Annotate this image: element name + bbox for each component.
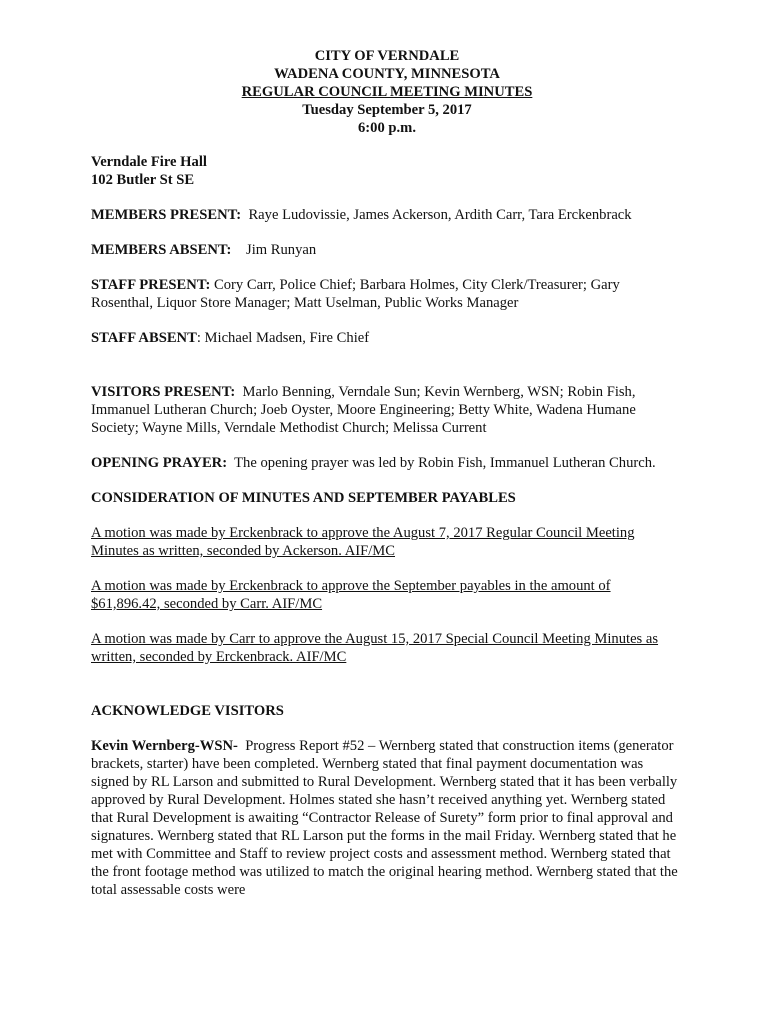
visitors-present-label: VISITORS PRESENT: (91, 384, 236, 400)
visitor-report-text: Progress Report #52 – Wernberg stated that construction items (generator brackets, starter) have been completed. Wernberg stated that final payment documentation was signed by RL Larson and submitted to Rural Development. Wernberg stated that it has been verbally approved by Rural Development. Holmes stated she hasn’t received anything yet. Wernberg stated that Rural Development is awaiting “Contractor Release of Surety” form prior to final approval and signatures. Wernberg stated that RL Larson put the forms in the mail Friday. Wernberg stated that he met with Committee and Staff to review project costs and assessment method. Wernberg stated that the front footage method was utilized to match the original hearing method. Wernberg stated that the total assessable costs were (91, 738, 678, 898)
staff-present-label: STAFF PRESENT: (91, 277, 211, 293)
members-absent-value: Jim Runyan (246, 242, 317, 258)
opening-prayer-value: The opening prayer was led by Robin Fish, Immanuel Lutheran Church. (234, 455, 656, 471)
motion-august-minutes: A motion was made by Erckenbrack to approve the August 7, 2017 Regular Council Meeting Minutes as written, seconded by Ackerson. AIF/MC (91, 525, 635, 559)
members-present-label: MEMBERS PRESENT: (91, 207, 242, 223)
header-meeting-title: REGULAR COUNCIL MEETING MINUTES (241, 84, 533, 100)
visitors-present-value: Marlo Benning, Verndale Sun; Kevin Wernberg, WSN; Robin Fish, Immanuel Lutheran Church; Joeb Oyster, Moore Engineering; Betty White, Wadena Humane Society; Wayne Mills, Verndale Methodist Church; Melissa Current (91, 384, 636, 436)
staff-absent-label: STAFF ABSENT (91, 330, 197, 346)
staff-present-value: Cory Carr, Police Chief; Barbara Holmes, City Clerk/Treasurer; Gary Rosenthal, Liquor Store Manager; Matt Uselman, Public Works Manager (91, 277, 620, 311)
header-date: Tuesday September 5, 2017 (302, 102, 472, 118)
meeting-location (91, 153, 683, 189)
minutes-section-heading: CONSIDERATION OF MINUTES AND SEPTEMBER PAYABLES (91, 490, 516, 506)
members-present (91, 206, 683, 224)
opening-prayer (91, 454, 683, 472)
header-city: CITY OF VERNDALE (314, 48, 460, 64)
motion-september-payables: A motion was made by Erckenbrack to approve the September payables in the amount of $61,896.42, seconded by Carr. AIF/MC (91, 578, 611, 612)
visitor-report-wernberg (91, 737, 683, 899)
members-absent-label: MEMBERS ABSENT: (91, 242, 232, 258)
members-absent (91, 241, 683, 259)
header-time: 6:00 p.m. (358, 120, 416, 136)
header-county: WADENA COUNTY, MINNESOTA (274, 66, 500, 82)
staff-absent-value: : Michael Madsen, Fire Chief (196, 330, 370, 346)
motion-special-meeting-minutes: A motion was made by Carr to approve the August 15, 2017 Special Council Meeting Minutes as written, seconded by Erckenbrack. AIF/MC (91, 631, 659, 665)
visitors-present (91, 383, 683, 437)
staff-absent (91, 329, 683, 347)
staff-present (91, 276, 683, 312)
opening-prayer-label: OPENING PRAYER: (91, 455, 228, 471)
document-header (91, 47, 683, 137)
location-name: Verndale Fire Hall (91, 154, 207, 170)
location-address: 102 Butler St SE (91, 172, 195, 188)
visitors-section-heading: ACKNOWLEDGE VISITORS (91, 703, 284, 719)
document-body (91, 47, 683, 916)
visitor-report-label: Kevin Wernberg-WSN- (91, 738, 238, 754)
members-present-value: Raye Ludovissie, James Ackerson, Ardith Carr, Tara Erckenbrack (248, 207, 632, 223)
